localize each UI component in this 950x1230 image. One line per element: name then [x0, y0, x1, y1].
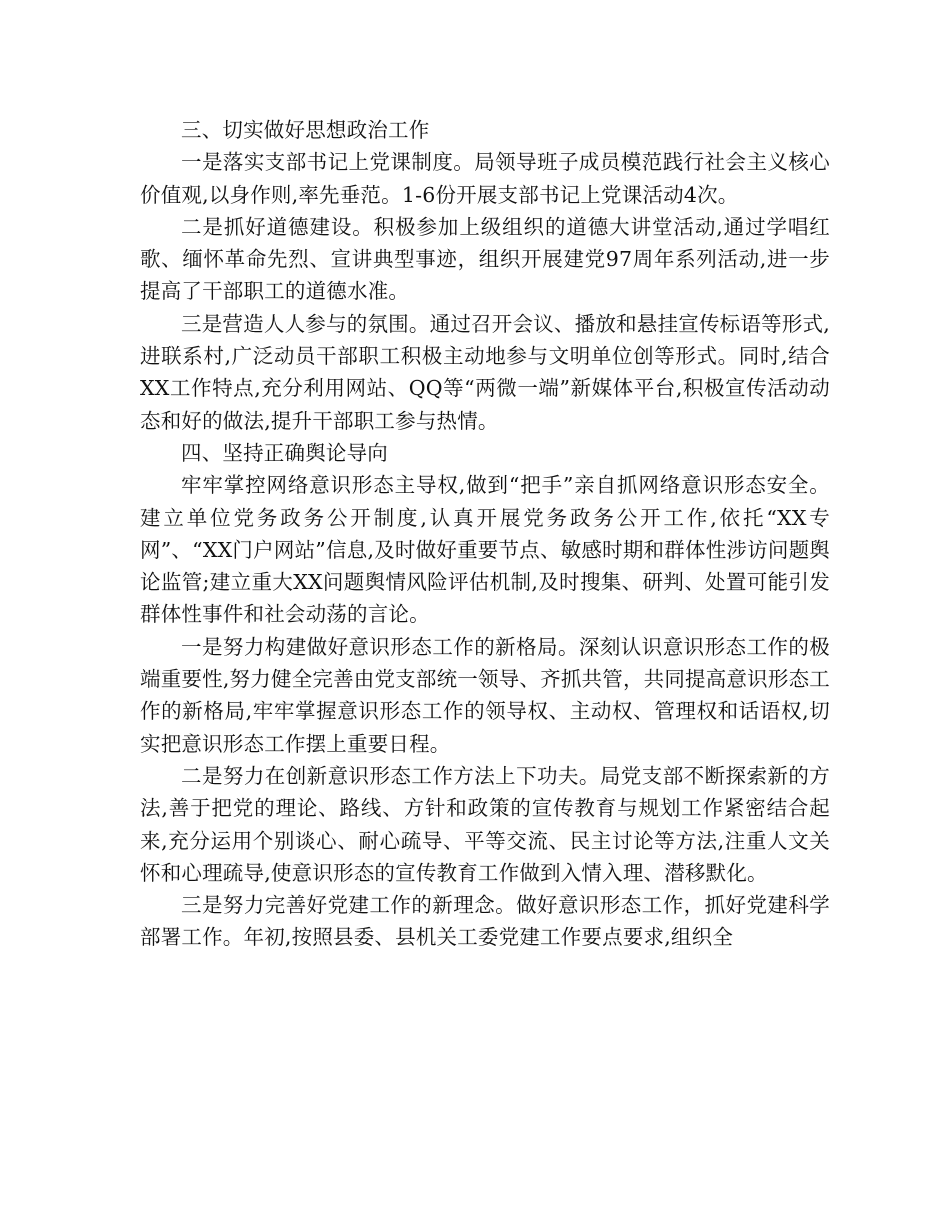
- document-body: [140, 114, 830, 954]
- paragraph-participation: 三是营造人人参与的氛围。通过召开会议、播放和悬挂宣传标语等形式,进联系村,广泛动员干部职工积极主动地参与文明单位创等形式。同时,结合XX工作特点,充分利用网站、QQ等“两微一端”新媒体平台,积极宣传活动动态和好的做法,提升干部职工参与热情。: [140, 311, 830, 433]
- paragraph-new-pattern: 一是努力构建做好意识形态工作的新格局。深刻认识意识形态工作的极端重要性,努力健全完善由党支部统一领导、齐抓共管，共同提高意识形态工作的新格局,牢牢掌握意识形态工作的领导权、主动权、管理权和话语权,切实把意识形态工作摆上重要日程。: [140, 634, 830, 756]
- section-heading-3: 三、切实做好思想政治工作: [181, 118, 430, 142]
- section-heading-4: 四、坚持正确舆论导向: [181, 440, 388, 465]
- paragraph-party-lecture: 一是落实支部书记上党课制度。局领导班子成员模范践行社会主义核心价值观,以身作则,率先垂范。1-6份开展支部书记上党课活动4次。: [140, 150, 830, 207]
- paragraph-online-ideology: 牢牢掌控网络意识形态主导权,做到“把手”亲自抓网络意识形态安全。建立单位党务政务公开制度,认真开展党务政务公开工作,依托“XX专网”、“XX门户网站”信息,及时做好重要节点、敏感时期和群体性涉访问题舆论监管;建立重大XX问题舆情风险评估机制,及时搜集、研判、处置可能引发群体性事件和社会动荡的言论。: [140, 473, 830, 627]
- paragraph-party-building: 三是努力完善好党建工作的新理念。做好意识形态工作，抓好党建科学部署工作。年初,按照县委、县机关工委党建工作要点要求,组织全: [140, 893, 830, 950]
- paragraph-methods: 二是努力在创新意识形态工作方法上下功夫。局党支部不断探索新的方法,善于把党的理论、路线、方针和政策的宣传教育与规划工作紧密结合起来,充分运用个别谈心、耐心疏导、平等交流、民主讨论等方法,注重人文关怀和心理疏导,使意识形态的宣传教育工作做到入情入理、潜移默化。: [140, 763, 830, 885]
- paragraph-moral-building: 二是抓好道德建设。积极参加上级组织的道德大讲堂活动,通过学唱红歌、缅怀革命先烈、宣讲典型事迹，组织开展建党97周年系列活动,进一步提高了干部职工的道德水准。: [140, 214, 830, 304]
